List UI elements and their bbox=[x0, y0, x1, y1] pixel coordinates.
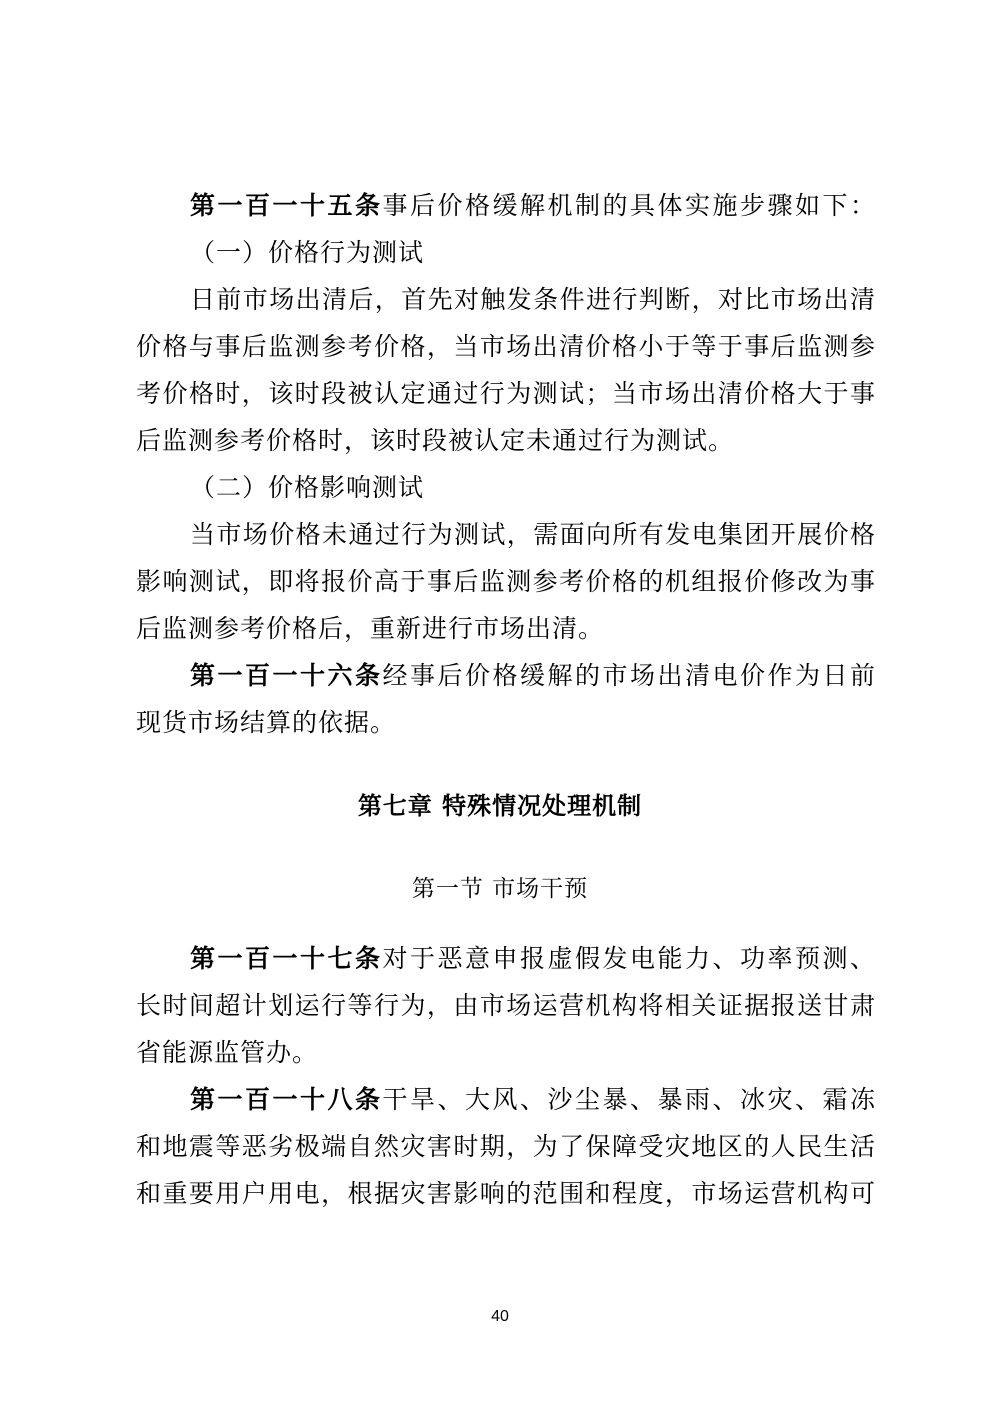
paragraph-line: 后监测参考价格时，该时段被认定未通过行为测试。 bbox=[136, 426, 735, 455]
article-117-line-1 bbox=[190, 939, 876, 979]
paragraph-line: 和地震等恶劣极端自然灾害时期，为了保障受灾地区的人民生活 bbox=[136, 1132, 876, 1161]
paragraph-line: 后监测参考价格后，重新进行市场出清。 bbox=[136, 614, 605, 643]
article-118-text: 干旱、大风、沙尘暴、暴雨、冰灾、霜冻 bbox=[382, 1085, 876, 1114]
article-116-text: 经事后价格缓解的市场出清电价作为日前 bbox=[382, 661, 876, 690]
article-116-heading: 第一百一十六条 bbox=[190, 661, 383, 690]
article-117-heading: 第一百一十七条 bbox=[190, 944, 383, 973]
subsection-2-heading: （二）价格影响测试 bbox=[190, 473, 425, 502]
paragraph-line: 当市场价格未通过行为测试，需面向所有发电集团开展价格 bbox=[190, 520, 876, 549]
article-117-text: 对于恶意申报虚假发电能力、功率预测、 bbox=[382, 944, 876, 973]
paragraph-line: 价格与事后监测参考价格，当市场出清价格小于等于事后监测参 bbox=[136, 332, 876, 361]
chapter-title: 第七章 特殊情况处理机制 bbox=[357, 792, 643, 820]
article-118-heading: 第一百一十八条 bbox=[190, 1085, 383, 1114]
paragraph-line: 影响测试，即将报价高于事后监测参考价格的机组报价修改为事 bbox=[136, 567, 876, 596]
paragraph-line: 考价格时，该时段被认定通过行为测试；当市场出清价格大于事 bbox=[136, 379, 876, 408]
article-116-line-1 bbox=[190, 656, 876, 696]
page-number: 40 bbox=[491, 1308, 509, 1325]
article-115-heading: 第一百一十五条 bbox=[190, 191, 383, 220]
subsection-1-heading: （一）价格行为测试 bbox=[190, 238, 425, 267]
article-115-text: 事后价格缓解机制的具体实施步骤如下： bbox=[382, 191, 876, 220]
paragraph-line: 现货市场结算的依据。 bbox=[136, 708, 397, 737]
paragraph-line: 长时间超计划运行等行为，由市场运营机构将相关证据报送甘肃 bbox=[136, 991, 876, 1020]
paragraph-line: 省能源监管办。 bbox=[136, 1038, 319, 1067]
section-title: 第一节 市场干预 bbox=[411, 876, 589, 902]
article-118-line-1 bbox=[190, 1080, 876, 1120]
article-115-line-1 bbox=[190, 186, 876, 226]
paragraph-line: 日前市场出清后，首先对触发条件进行判断，对比市场出清 bbox=[190, 285, 876, 314]
paragraph-line: 和重要用户用电，根据灾害影响的范围和程度，市场运营机构可 bbox=[136, 1179, 876, 1208]
